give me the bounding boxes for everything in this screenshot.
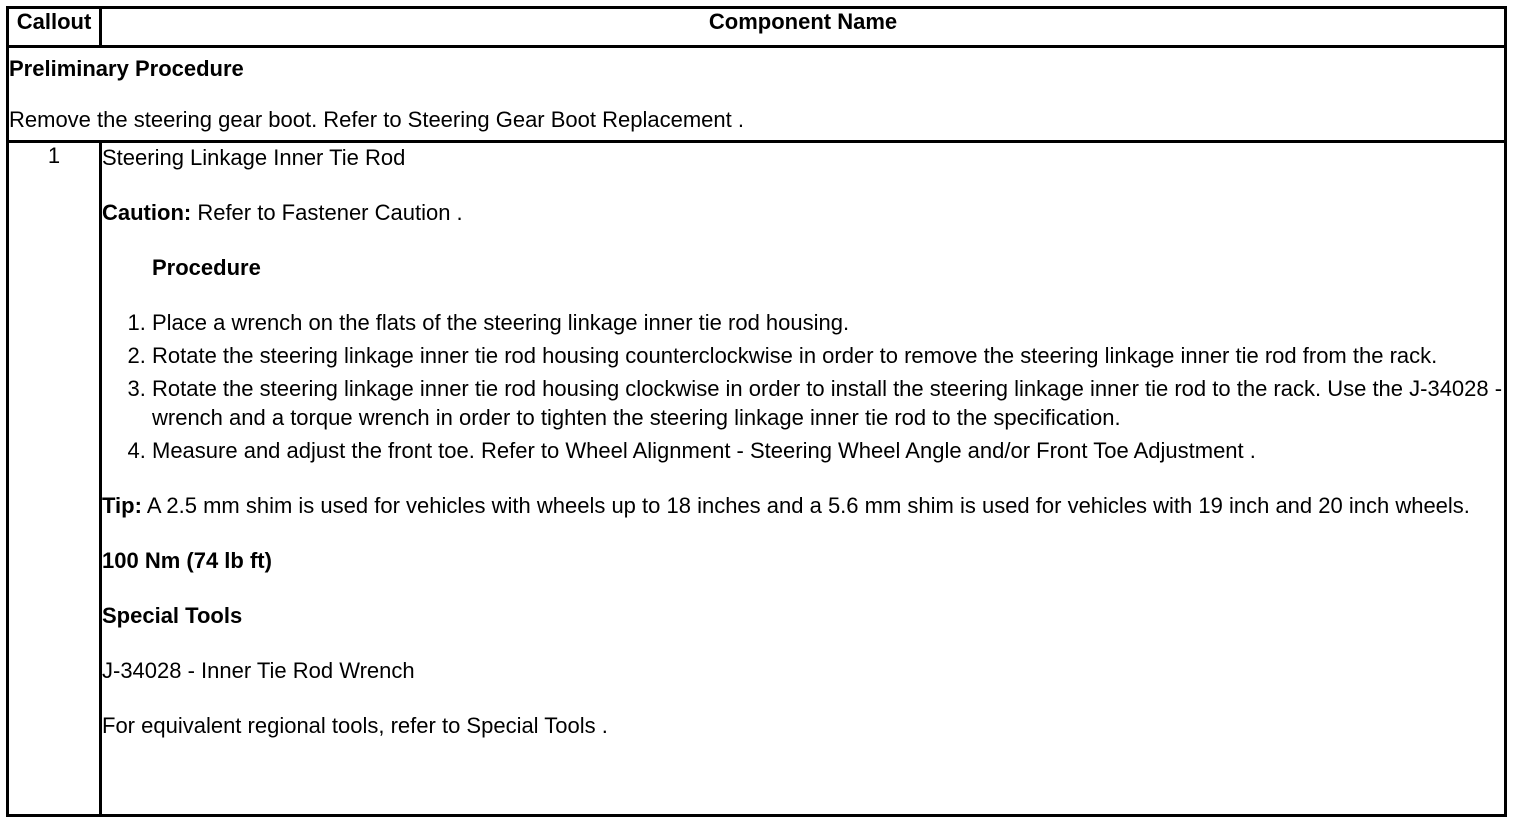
tip-text: A 2.5 mm shim is used for vehicles with wheels up to 18 inches and a 5.6 mm shim is used for vehicles with 19 inch and 20 inch wheels. bbox=[141, 493, 1470, 518]
caution-text: Refer to Fastener Caution . bbox=[191, 200, 463, 225]
preliminary-row bbox=[8, 47, 1506, 142]
caution-note bbox=[102, 198, 1504, 227]
table-row bbox=[8, 142, 1506, 816]
component-content bbox=[101, 142, 1506, 816]
header-row bbox=[8, 8, 1506, 47]
list-item: 3. Rotate the steering linkage inner tie rod housing clockwise in order to install the steering linkage inner tie rod to the rack. Use the J-34028 - wrench and a torque wrench in order to tighten the steering linkage inner tie rod to the specification. bbox=[152, 374, 1504, 432]
procedure-title: Procedure bbox=[152, 255, 261, 280]
list-item: 2. Rotate the steering linkage inner tie rod housing counterclockwise in order to remove the steering linkage inner tie rod from the rack. bbox=[152, 341, 1504, 370]
component-name: Steering Linkage Inner Tie Rod bbox=[102, 145, 406, 170]
list-item: 4. Measure and adjust the front toe. Refer to Wheel Alignment - Steering Wheel Angle and/or Front Toe Adjustment . bbox=[152, 436, 1504, 465]
special-tools-title: Special Tools bbox=[102, 603, 243, 628]
preliminary-text: Remove the steering gear boot. Refer to Steering Gear Boot Replacement . bbox=[9, 107, 744, 132]
list-item: 1. Place a wrench on the flats of the steering linkage inner tie rod housing. bbox=[152, 308, 1504, 337]
tip-label: Tip: bbox=[102, 493, 142, 518]
torque-spec: 100 Nm (74 lb ft) bbox=[102, 548, 272, 573]
callout-number: 1 bbox=[8, 142, 101, 816]
tool-item: J-34028 - Inner Tie Rod Wrench bbox=[102, 658, 415, 683]
component-name-header: Component Name bbox=[101, 8, 1506, 47]
caution-label: Caution: bbox=[102, 200, 192, 225]
procedure-steps bbox=[102, 308, 1504, 465]
callout-header: Callout bbox=[8, 8, 101, 47]
preliminary-title: Preliminary Procedure bbox=[9, 56, 244, 81]
component-table bbox=[6, 6, 1507, 817]
regional-tools-note: For equivalent regional tools, refer to Special Tools . bbox=[102, 713, 608, 738]
preliminary-cell bbox=[8, 47, 1506, 142]
tip-note bbox=[102, 491, 1504, 520]
